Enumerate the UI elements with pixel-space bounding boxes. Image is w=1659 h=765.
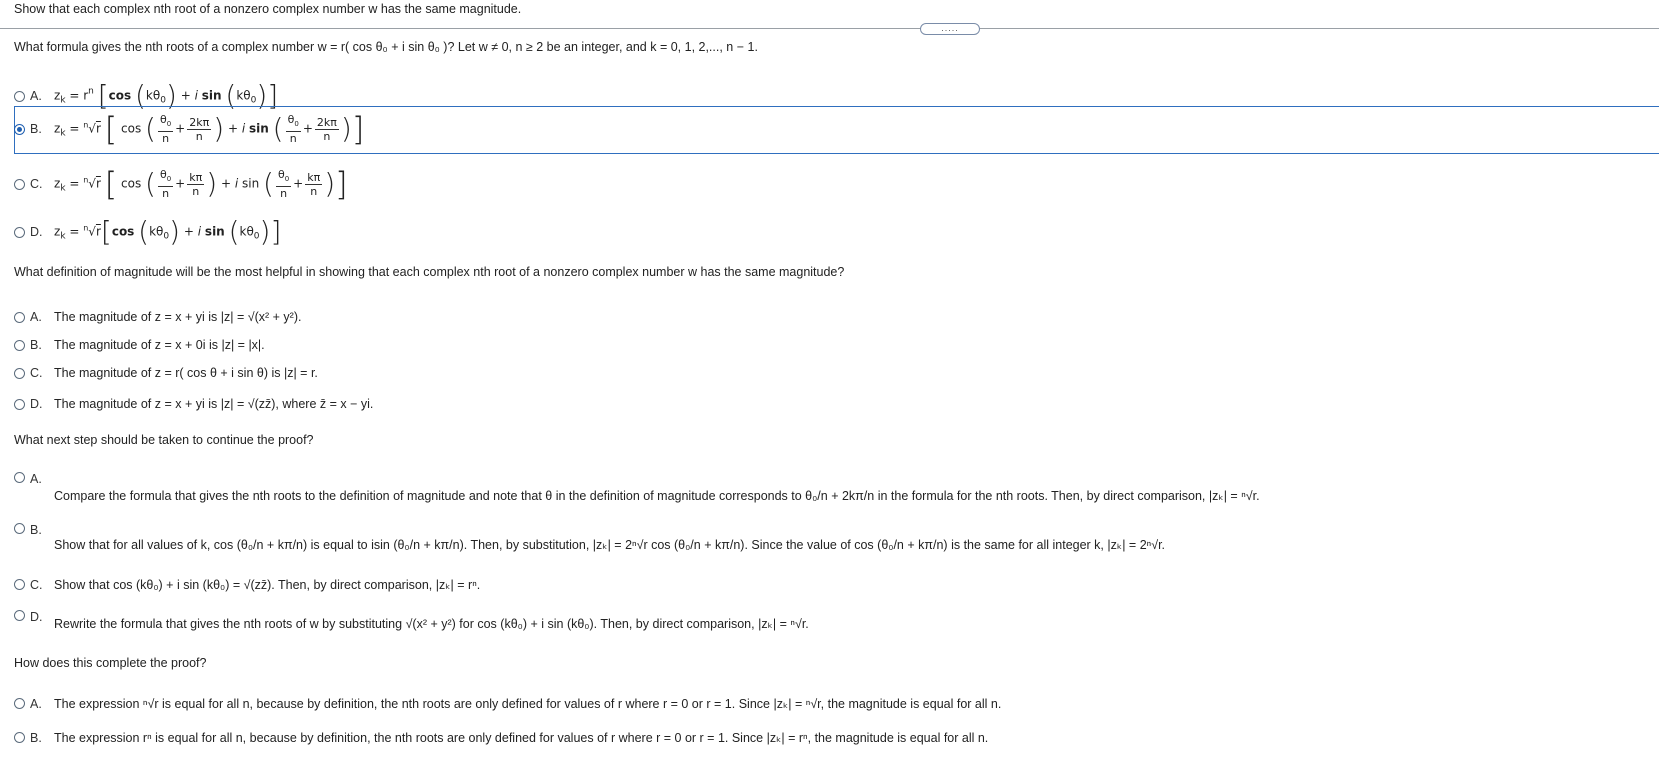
question-1-prompt: What formula gives the nth roots of a complex number w = r( cos θ₀ + i sin θ₀ )? Let w ≠ 0, n ≥ 2 be an integer, and k = 0, 1, 2,..., n − 1. [14, 40, 758, 54]
q2-option-a-text: The magnitude of z = x + yi is |z| = √(x² + y²). [54, 310, 302, 324]
q3-option-a-text: Compare the formula that gives the nth roots to the definition of magnitude and note that θ in the definition of magnitude corresponds to θ₀/n + 2kπ/n in the formula for the nth roots. Then, by direct comparison, |zₖ| = ⁿ√r. [54, 489, 1260, 503]
q1-option-a-text: $z_k = r^n$ [cos $(k\theta_0) + i$ $\sin (k\theta_0)$] [54, 79, 279, 112]
radio-button[interactable] [14, 399, 25, 410]
q3-option-a[interactable]: A. Compare the formula that gives the nth roots to the definition of magnitude and note that θ in the definition of magnitude corresponds to θ₀/n + 2kπ/n in the formula for the nth roots. Then, by direct comparison, |zₖ| = ⁿ√r. [14, 472, 1260, 503]
q4-option-a[interactable]: A. The expression ⁿ√r is equal for all n, because by definition, the nth roots are only defined for values of r where r = 0 or r = 1. Since |zₖ| = ⁿ√r, the magnitude is equal for all n. [14, 696, 1001, 711]
radio-button[interactable] [14, 610, 25, 621]
q2-option-c[interactable]: C. The magnitude of z = r( cos θ + i sin θ) is |z| = r. [14, 366, 318, 380]
radio-button[interactable] [14, 472, 25, 483]
radio-button[interactable] [14, 698, 25, 709]
q2-option-b-text: The magnitude of z = x + 0i is |z| = |x|. [54, 338, 265, 352]
q3-option-d-text: Rewrite the formula that gives the nth roots of w by substituting √(x² + y²) for cos (kθ₀) + i sin (kθ₀). Then, by direct comparison, |zₖ| = ⁿ√r. [54, 617, 809, 631]
q4-option-b-text: The expression rⁿ is equal for all n, because by definition, the nth roots are only defined for values of r where r = 0 or r = 1. Since |zₖ| = rⁿ, the magnitude is equal for all n. [54, 731, 989, 745]
question-4-prompt: How does this complete the proof? [14, 656, 207, 670]
q2-option-d-text: The magnitude of z = x + yi is |z| = √(zz̄), where z̄ = x − yi. [54, 397, 374, 411]
q4-option-a-text: The expression ⁿ√r is equal for all n, because by definition, the nth roots are only defined for values of r where r = 0 or r = 1. Since |zₖ| = ⁿ√r, the magnitude is equal for all n. [54, 697, 1002, 711]
pane-divider [0, 28, 1659, 29]
pane-resize-handle[interactable]: ..... [920, 23, 980, 35]
q1-option-c[interactable]: C. $z_k = ^n√r$ [ cos ( $\frac{\theta_0}{n}$ + $\frac{k\pi}{n}$ ) + i sin ( $\frac{\theta_0}{n}$ + $\frac{k\pi}{n}$ )] [14, 168, 348, 200]
q1-option-b[interactable]: B. $z_k = ^n√r$ [ cos ( $\frac{\theta_0}{n}$ + $\frac{2k\pi}{n}$ ) + i sin ( $\frac{\theta_0}{n}$ + $\frac{2k\pi}{n}$ )] [14, 113, 364, 145]
q3-option-d[interactable]: D. Rewrite the formula that gives the nth roots of w by substituting √(x² + y²) for cos (kθ₀) + i sin (kθ₀). Then, by direct comparison, |zₖ| = ⁿ√r. [14, 610, 809, 631]
q3-option-b[interactable]: B. Show that for all values of k, cos (θ₀/n + kπ/n) is equal to isin (θ₀/n + kπ/n). Then, by substitution, |zₖ| = 2ⁿ√r cos (θ₀/n + kπ/n). Since the value of cos (θ₀/n + kπ/n) is the same for all integer k, |zₖ| = 2ⁿ√r. [14, 523, 1165, 552]
radio-button[interactable] [14, 91, 25, 102]
q3-option-c-text: Show that cos (kθ₀) + i sin (kθ₀) = √(zz̄). Then, by direct comparison, |zₖ| = rⁿ. [54, 578, 481, 592]
radio-button[interactable] [14, 179, 25, 190]
radio-button[interactable] [14, 523, 25, 534]
q2-option-a[interactable]: A. The magnitude of z = x + yi is |z| = √(x² + y²). [14, 310, 301, 324]
radio-button[interactable] [14, 732, 25, 743]
radio-button[interactable] [14, 312, 25, 323]
q1-option-b-text: $z_k = ^n√r$ [ cos ( $\frac{\theta_0}{n}$ + $\frac{2k\pi}{n}$ ) + i sin ( $\frac{\theta_0}{n}$ + $\frac{2k\pi}{n}$ )] [54, 110, 365, 149]
question-2-prompt: What definition of magnitude will be the most helpful in showing that each complex nth root of a nonzero complex number w has the same magnitude? [14, 265, 845, 279]
q3-option-b-text: Show that for all values of k, cos (θ₀/n + kπ/n) is equal to isin (θ₀/n + kπ/n). Then, by substitution, |zₖ| = 2ⁿ√r cos (θ₀/n + kπ/n). Since the value of cos (θ₀/n + kπ/n) is the same for all integer k, |zₖ| = 2ⁿ√r. [54, 538, 1166, 552]
q2-option-b[interactable]: B. The magnitude of z = x + 0i is |z| = |x|. [14, 338, 265, 352]
q2-option-d[interactable]: D. The magnitude of z = x + yi is |z| = √(zz̄), where z̄ = x − yi. [14, 397, 373, 411]
q1-option-c-text: $z_k = ^n√r$ [ cos ( $\frac{\theta_0}{n}$ + $\frac{k\pi}{n}$ ) + i sin ( $\frac{\theta_0}{n}$ + $\frac{k\pi}{n}$ )] [54, 165, 348, 204]
radio-button[interactable] [14, 579, 25, 590]
q1-option-d[interactable]: D. $z_k = ^n√r[\cos$ $(k\theta_0) + i$ $\sin (k\theta_0)$] [14, 222, 281, 242]
q3-option-c[interactable]: C. Show that cos (kθ₀) + i sin (kθ₀) = √(zz̄). Then, by direct comparison, |zₖ| = rⁿ. [14, 577, 480, 592]
radio-button[interactable] [14, 340, 25, 351]
question-3-prompt: What next step should be taken to continue the proof? [14, 433, 314, 447]
radio-button[interactable] [14, 368, 25, 379]
q2-option-c-text: The magnitude of z = r( cos θ + i sin θ) is |z| = r. [54, 366, 318, 380]
radio-button[interactable] [14, 227, 25, 238]
q4-option-b[interactable]: B. The expression rⁿ is equal for all n, because by definition, the nth roots are only defined for values of r where r = 0 or r = 1. Since |zₖ| = rⁿ, the magnitude is equal for all n. [14, 730, 988, 745]
q1-option-a[interactable]: A. $z_k = r^n$ [cos $(k\theta_0) + i$ $\sin (k\theta_0)$] [14, 86, 278, 106]
page-title: Show that each complex nth root of a nonzero complex number w has the same magnitude. [14, 2, 522, 16]
radio-button-selected[interactable] [14, 124, 25, 135]
q1-option-d-text: $z_k = ^n√r[\cos$ $(k\theta_0) + i$ $\sin (k\theta_0)$] [54, 215, 282, 248]
